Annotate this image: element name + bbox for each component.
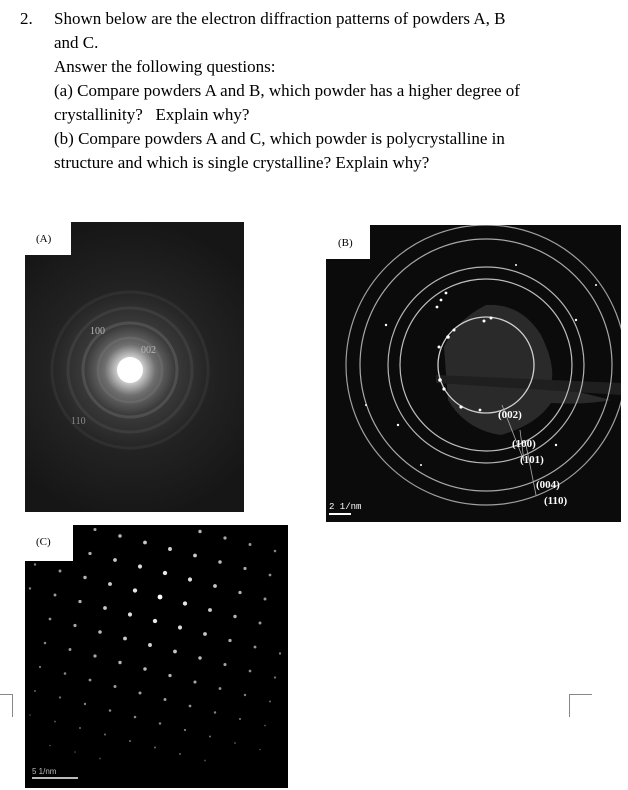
diffraction-spot xyxy=(188,577,192,581)
diffraction-spot xyxy=(274,676,276,678)
question-number: 2. xyxy=(20,9,33,28)
diffraction-spot xyxy=(213,584,217,588)
diffraction-spot xyxy=(134,716,137,719)
diffraction-spot xyxy=(129,740,131,742)
diffraction-spot xyxy=(249,670,252,673)
diffraction-spot xyxy=(113,558,117,562)
question-line: Shown below are the electron diffraction patterns of powders A, B xyxy=(54,9,506,28)
diffraction-spot xyxy=(173,650,177,654)
diffraction-spot xyxy=(259,622,262,625)
diffraction-spot xyxy=(233,615,236,618)
diffraction-spot xyxy=(244,694,246,696)
diffraction-spot xyxy=(89,679,92,682)
ring-label: (004) xyxy=(536,479,560,491)
diffraction-spot xyxy=(108,582,112,586)
question-line: structure and which is single crystalline? Explain why? xyxy=(54,153,430,172)
scale-bar xyxy=(329,513,351,515)
diffraction-spot xyxy=(264,598,267,601)
diffraction-spot xyxy=(34,563,36,565)
diffraction-spot xyxy=(93,528,96,531)
diffraction-spot xyxy=(228,639,231,642)
ring-label: 110 xyxy=(71,416,86,427)
diffraction-spot xyxy=(243,567,246,570)
diffraction-spot xyxy=(138,564,142,568)
diffraction-spot xyxy=(189,705,192,708)
diffraction-spot xyxy=(79,727,81,729)
diffraction-spot xyxy=(209,735,211,737)
diffraction-spot xyxy=(264,725,266,727)
diffraction-spot xyxy=(34,690,36,692)
diffraction-spot xyxy=(133,588,137,592)
diffraction-image-a xyxy=(25,222,244,512)
diffraction-spot xyxy=(164,698,167,701)
diffraction-spot xyxy=(73,624,76,627)
diffraction-spot xyxy=(183,601,187,605)
diffraction-spot xyxy=(84,703,86,705)
diffraction-spot xyxy=(103,606,107,610)
diffraction-spot xyxy=(54,721,56,723)
diffraction-spot xyxy=(138,691,141,694)
diffraction-spot xyxy=(123,637,127,641)
diffraction-spot xyxy=(44,642,47,645)
diffraction-spot xyxy=(93,654,96,657)
diffraction-pattern-b xyxy=(326,225,621,522)
diffraction-spot xyxy=(249,543,252,546)
diffraction-spot xyxy=(29,714,31,716)
diffraction-spot xyxy=(69,648,72,651)
diffraction-spot xyxy=(168,547,172,551)
diffraction-spot xyxy=(198,656,201,659)
diffraction-spot xyxy=(269,574,272,577)
diffraction-spot xyxy=(59,696,61,698)
panel-label: (C) xyxy=(25,525,73,561)
diffraction-spot xyxy=(118,661,121,664)
diffraction-spot xyxy=(78,600,81,603)
diffraction-spot xyxy=(163,571,167,575)
diffraction-spot xyxy=(219,687,222,690)
panel-label: (B) xyxy=(326,225,370,259)
diffraction-spot xyxy=(49,745,51,747)
ring-label: 100 xyxy=(90,326,105,337)
question-line: (a) Compare powders A and B, which powder has a higher degree of xyxy=(54,81,520,100)
diffraction-spot xyxy=(39,666,41,668)
question-line: (b) Compare powders A and C, which powder is polycrystalline in xyxy=(54,129,505,148)
diffraction-spot xyxy=(178,625,182,629)
diffraction-spot xyxy=(54,594,57,597)
diffraction-spot xyxy=(143,667,146,670)
diffraction-spot xyxy=(49,618,52,621)
diffraction-spot xyxy=(198,530,201,533)
diffraction-image-b xyxy=(326,225,621,522)
diffraction-spot xyxy=(104,733,106,735)
ring-label: (110) xyxy=(544,495,568,507)
scale-bar-label: 2 1/nm xyxy=(329,502,362,512)
diffraction-image-c xyxy=(25,525,288,788)
diffraction-spot xyxy=(274,550,277,553)
diffraction-spot xyxy=(153,619,157,623)
scale-bar-label: 5 1/nm xyxy=(32,767,57,776)
diffraction-spot xyxy=(99,758,101,760)
crop-mark xyxy=(569,694,592,717)
diffraction-spot xyxy=(143,541,147,545)
diffraction-spot xyxy=(193,554,197,558)
diffraction-spot xyxy=(158,595,163,600)
diffraction-spot xyxy=(223,663,226,666)
diffraction-spot xyxy=(74,751,76,753)
diffraction-spot xyxy=(238,591,241,594)
diffraction-spot xyxy=(214,711,216,713)
ring-label: (101) xyxy=(520,454,544,466)
diffraction-spot xyxy=(88,552,91,555)
diffraction-pattern-c xyxy=(25,525,288,788)
diffraction-spot xyxy=(218,560,222,564)
diffraction-spot xyxy=(254,646,257,649)
diffraction-spot xyxy=(223,536,226,539)
diffraction-spot xyxy=(29,587,31,589)
diffraction-spot xyxy=(154,746,156,748)
diffraction-spot xyxy=(269,700,271,702)
diffraction-spot xyxy=(148,643,152,647)
scale-bar xyxy=(32,777,78,779)
diffraction-spot xyxy=(59,570,62,573)
ring-label: (002) xyxy=(498,409,522,421)
diffraction-spot xyxy=(64,672,67,675)
diffraction-spot xyxy=(159,722,162,725)
diffraction-spot xyxy=(184,729,186,731)
diffraction-spot xyxy=(98,630,102,634)
diffraction-spot xyxy=(193,680,196,683)
diffraction-spot xyxy=(114,685,117,688)
question-text xyxy=(54,7,594,175)
question-line: and C. xyxy=(54,33,99,52)
diffraction-spot xyxy=(128,612,132,616)
diffraction-spot xyxy=(204,760,206,762)
diffraction-spot xyxy=(259,749,261,751)
diffraction-spot xyxy=(109,709,112,712)
crop-mark xyxy=(0,694,13,717)
diffraction-spot xyxy=(239,718,241,720)
diffraction-spot xyxy=(203,632,207,636)
diffraction-spot xyxy=(279,652,281,654)
question-line: crystallinity? Explain why? xyxy=(54,105,250,124)
diffraction-spot xyxy=(168,674,171,677)
panel-label: (A) xyxy=(25,222,71,255)
diffraction-spot xyxy=(208,608,212,612)
diffraction-spot xyxy=(83,576,86,579)
ring-label: 002 xyxy=(141,345,156,356)
diffraction-spot xyxy=(179,753,181,755)
diffraction-spot xyxy=(234,742,236,744)
question-line: Answer the following questions: xyxy=(54,57,276,76)
diffraction-pattern-a xyxy=(25,222,244,512)
ring-label: (100) xyxy=(512,438,536,450)
diffraction-spot xyxy=(118,534,121,537)
